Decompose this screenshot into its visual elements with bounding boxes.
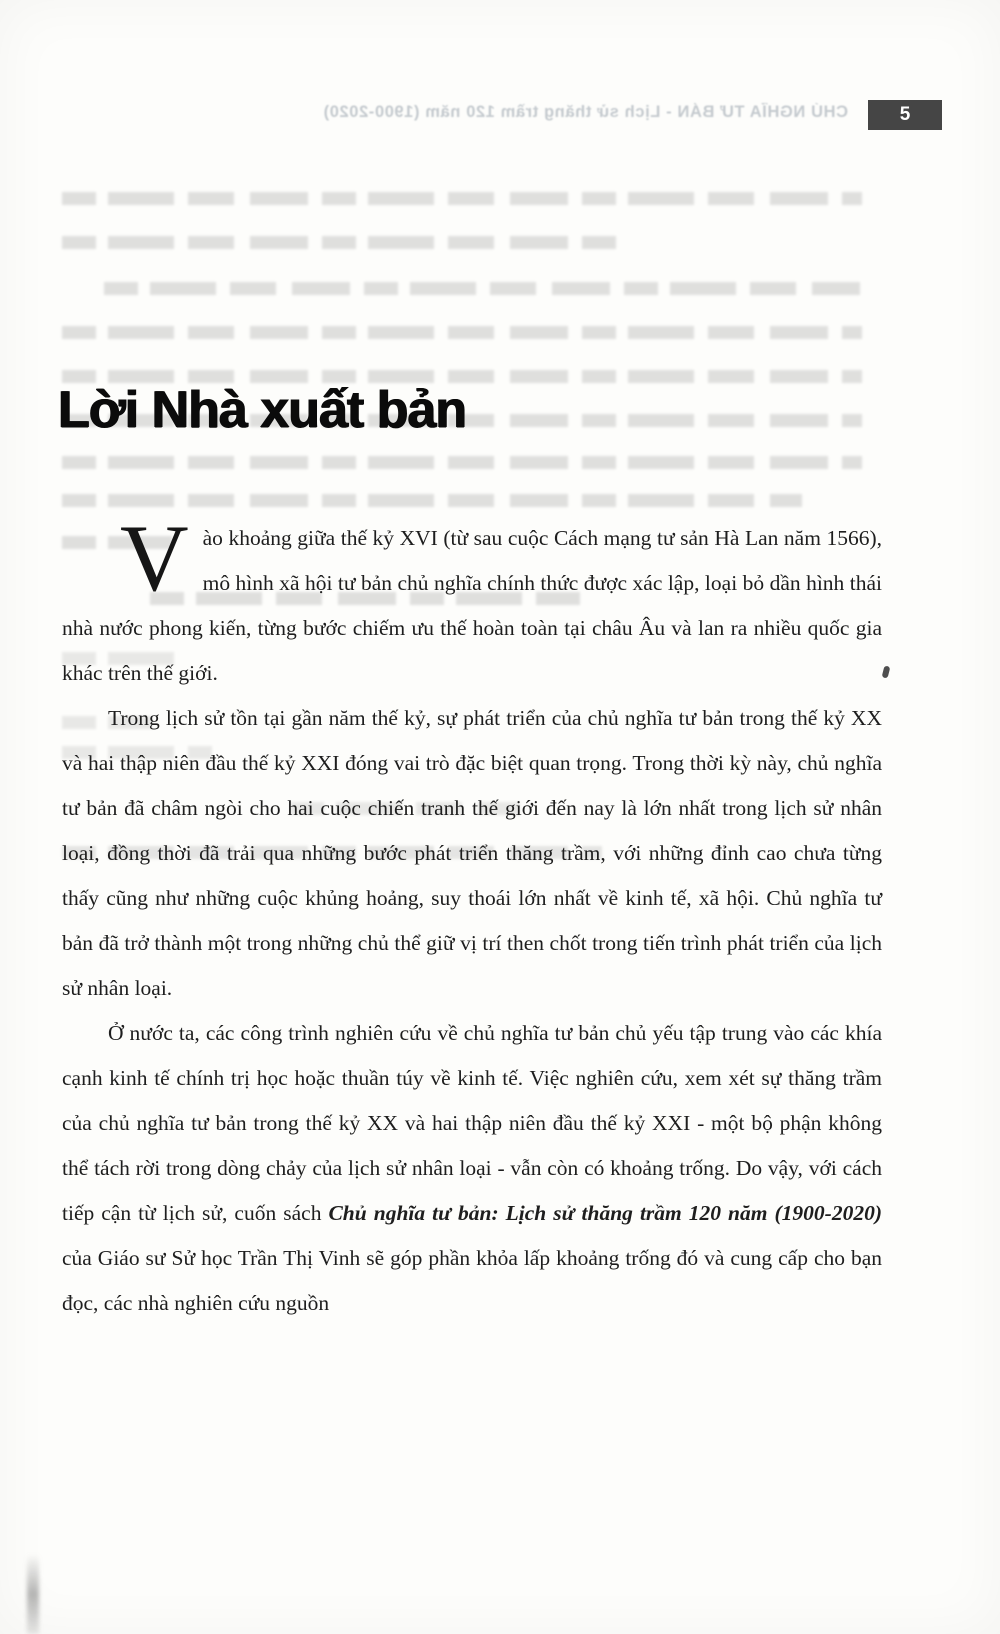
- bleed-through-line: [62, 192, 862, 205]
- bleed-through-line: [62, 236, 622, 249]
- page-number-box: [868, 100, 942, 130]
- scan-artifact-smudge: [27, 1554, 39, 1634]
- chapter-title: Lời Nhà xuất bản: [58, 380, 467, 439]
- paragraph-research-tail: của Giáo sư Sử học Trần Thị Vinh sẽ góp phần khỏa lấp khoảng trống đó và cung cấp cho bạn đọc, các nhà nghiên cứu nguồn: [62, 1246, 882, 1315]
- book-title-reference: Chủ nghĩa tư bản: Lịch sử thăng trầm 120 năm (1900-2020): [328, 1201, 882, 1225]
- scan-artifact-speck: [882, 665, 891, 678]
- paragraph-opening: [62, 505, 882, 696]
- bleed-through-line: [62, 326, 862, 339]
- bleed-through-line: [104, 282, 860, 295]
- paragraph-research-lead: Ở nước ta, các công trình nghiên cứu về chủ nghĩa tư bản chủ yếu tập trung vào các khía cạnh kinh tế chính trị học hoặc thuần túy về kinh tế. Việc nghiên cứu, xem xét sự thăng trầm của chủ nghĩa tư bản trong thế kỷ XX và hai thập niên đầu thế kỷ XXI - một bộ phận không thể tách rời trong dòng chảy của lịch sử nhân loại - vẫn còn có khoảng trống. Do vậy, với cách tiếp cận từ lịch sử, cuốn sách: [62, 1021, 882, 1225]
- paragraph-history: [62, 696, 882, 1011]
- paragraph-opening-text: ào khoảng giữa thế kỷ XVI (từ sau cuộc Cách mạng tư sản Hà Lan năm 1566), mô hình xã hội tư bản chủ nghĩa chính thức được xác lập, loại bỏ dần hình thái nhà nước phong kiến, từng bước chiếm ưu thế hoàn toàn tại châu Âu và lan ra nhiều quốc gia khác trên thế giới.: [62, 526, 882, 685]
- paragraph-history-text: Trong lịch sử tồn tại gần năm thế kỷ, sự phát triển của chủ nghĩa tư bản trong thế kỷ XX và hai thập niên đầu thế kỷ XXI đóng vai trò đặc biệt quan trọng. Trong thời kỳ này, chủ nghĩa tư bản đã châm ngòi cho hai cuộc chiến tranh thế giới đến nay là lớn nhất trong lịch sử nhân loại, đồng thời đã trải qua những bước phát triển thăng trầm, với những đỉnh cao chưa từng thấy cũng như những cuộc khủng hoảng, suy thoái lớn nhất về kinh tế, xã hội. Chủ nghĩa tư bản đã trở thành một trong những chủ thể giữ vị trí then chốt trong tiến trình phát triển của lịch sử nhân loại.: [62, 706, 882, 1000]
- drop-cap: V: [120, 505, 189, 611]
- paragraph-research: [62, 1011, 882, 1326]
- bleed-through-running-head: CHỦ NGHĨA TƯ BẢN - Lịch sử thăng trầm 120 năm (1900-2020): [322, 103, 848, 121]
- body-text: [62, 505, 882, 1326]
- page-number: 5: [899, 104, 911, 125]
- bleed-through-line: [62, 456, 862, 469]
